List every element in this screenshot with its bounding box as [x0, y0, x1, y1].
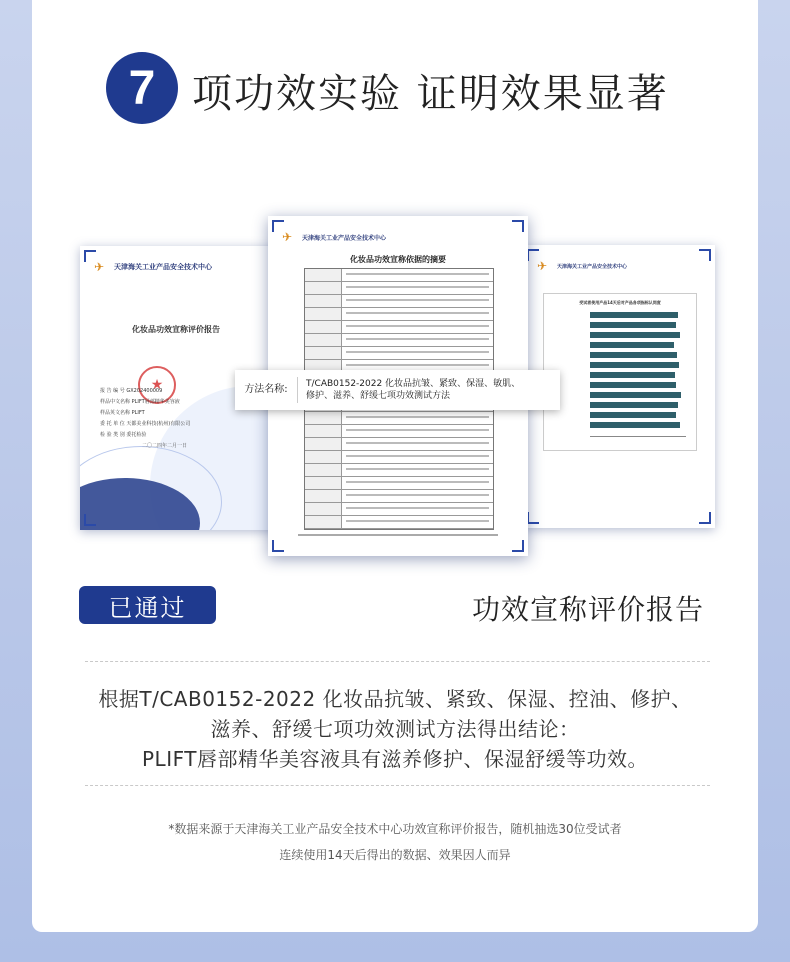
table-row: [305, 282, 493, 295]
divider: [85, 785, 710, 786]
institution-logo-icon: ✈: [282, 230, 293, 244]
chart-bar: [590, 392, 681, 398]
table-row: [305, 503, 493, 516]
report-cover-title: 化妆品功效宣称评价报告: [132, 325, 220, 334]
report-title: 功效宣称评价报告: [471, 593, 704, 626]
method-label: 方法名称:: [235, 377, 298, 403]
chart-axis: [590, 436, 686, 437]
footnote-line-2: 连续使用14天后得出的数据、效果因人而异: [279, 848, 511, 862]
table-row: [305, 308, 493, 321]
status-badge: 已通过: [79, 586, 216, 624]
section-number-badge: 7: [106, 52, 178, 124]
red-seal-icon: ★: [138, 366, 176, 404]
method-callout: [235, 370, 560, 410]
chart-bar: [590, 422, 680, 428]
table-row: [305, 295, 493, 308]
divider: [85, 661, 710, 662]
chart-bar: [590, 372, 675, 378]
conclusion-line-1: 根据T/CAB0152-2022 化妆品抗皱、紧致、保湿、控油、修护、: [98, 687, 692, 711]
chart-bar: [590, 402, 678, 408]
table-row: [305, 438, 493, 451]
section-title: 项功效实验 证明效果显著: [192, 71, 669, 117]
conclusion-line-3: PLIFT唇部精华美容液具有滋养修护、保湿舒缓等功效。: [142, 747, 648, 771]
table-row: [305, 334, 493, 347]
summary-title: 化妆品功效宣称依据的摘要: [350, 255, 446, 264]
institution-logo-icon: ✈: [537, 259, 548, 273]
table-row: [305, 269, 493, 282]
report-date: 二〇二四年二月一日: [142, 443, 188, 449]
chart-bar: [590, 412, 676, 418]
method-value: T/CAB0152-2022 化妆品抗皱、紧致、保湿、敏肌、 修护、滋养、舒缓七项功效测试方法: [306, 379, 521, 401]
footnote-line-1: *数据来源于天津海关工业产品安全技术中心功效宣称评价报告，随机抽选30位受试者: [168, 822, 622, 836]
institution-name: 天津海关工业产品安全技术中心: [114, 263, 212, 271]
chart-title: 受试者使用产品14天后对产品各项指标认同度: [579, 300, 661, 305]
summary-document: ✈ 天津海关工业产品安全技术中心 化妆品功效宣称依据的摘要: [268, 216, 528, 556]
table-row: [305, 477, 493, 490]
chart-bar: [590, 352, 677, 358]
chart-bar: [590, 362, 679, 368]
table-row: [305, 490, 493, 503]
chart-bar: [590, 332, 680, 338]
conclusion-line-2: 滋养、舒缓七项功效测试方法得出结论：: [210, 717, 580, 741]
chart-document: ✈ 天津海关工业产品安全技术中心 受试者使用产品14天后对产品各项指标认同度: [523, 245, 715, 528]
table-row: [305, 347, 493, 360]
chart-bar: [590, 382, 676, 388]
table-row: [305, 412, 493, 425]
institution-logo-icon: ✈: [94, 260, 105, 274]
table-row: [305, 425, 493, 438]
table-row: [305, 464, 493, 477]
table-row: [305, 516, 493, 529]
chart-bar: [590, 342, 674, 348]
report-fields: 报 告 编 号 GX202400009 样品中文名称 PLIFT唇部精华美容液 样品英文名称 PLIFT 委 托 单 位 天都美业科技(杭州)有限公司 检 验 类 别 委托检验: [100, 388, 191, 438]
survey-bar-chart: [543, 293, 697, 451]
chart-bar: [590, 322, 676, 328]
table-row: [305, 451, 493, 464]
chart-bar: [590, 312, 678, 318]
table-row: [305, 321, 493, 334]
